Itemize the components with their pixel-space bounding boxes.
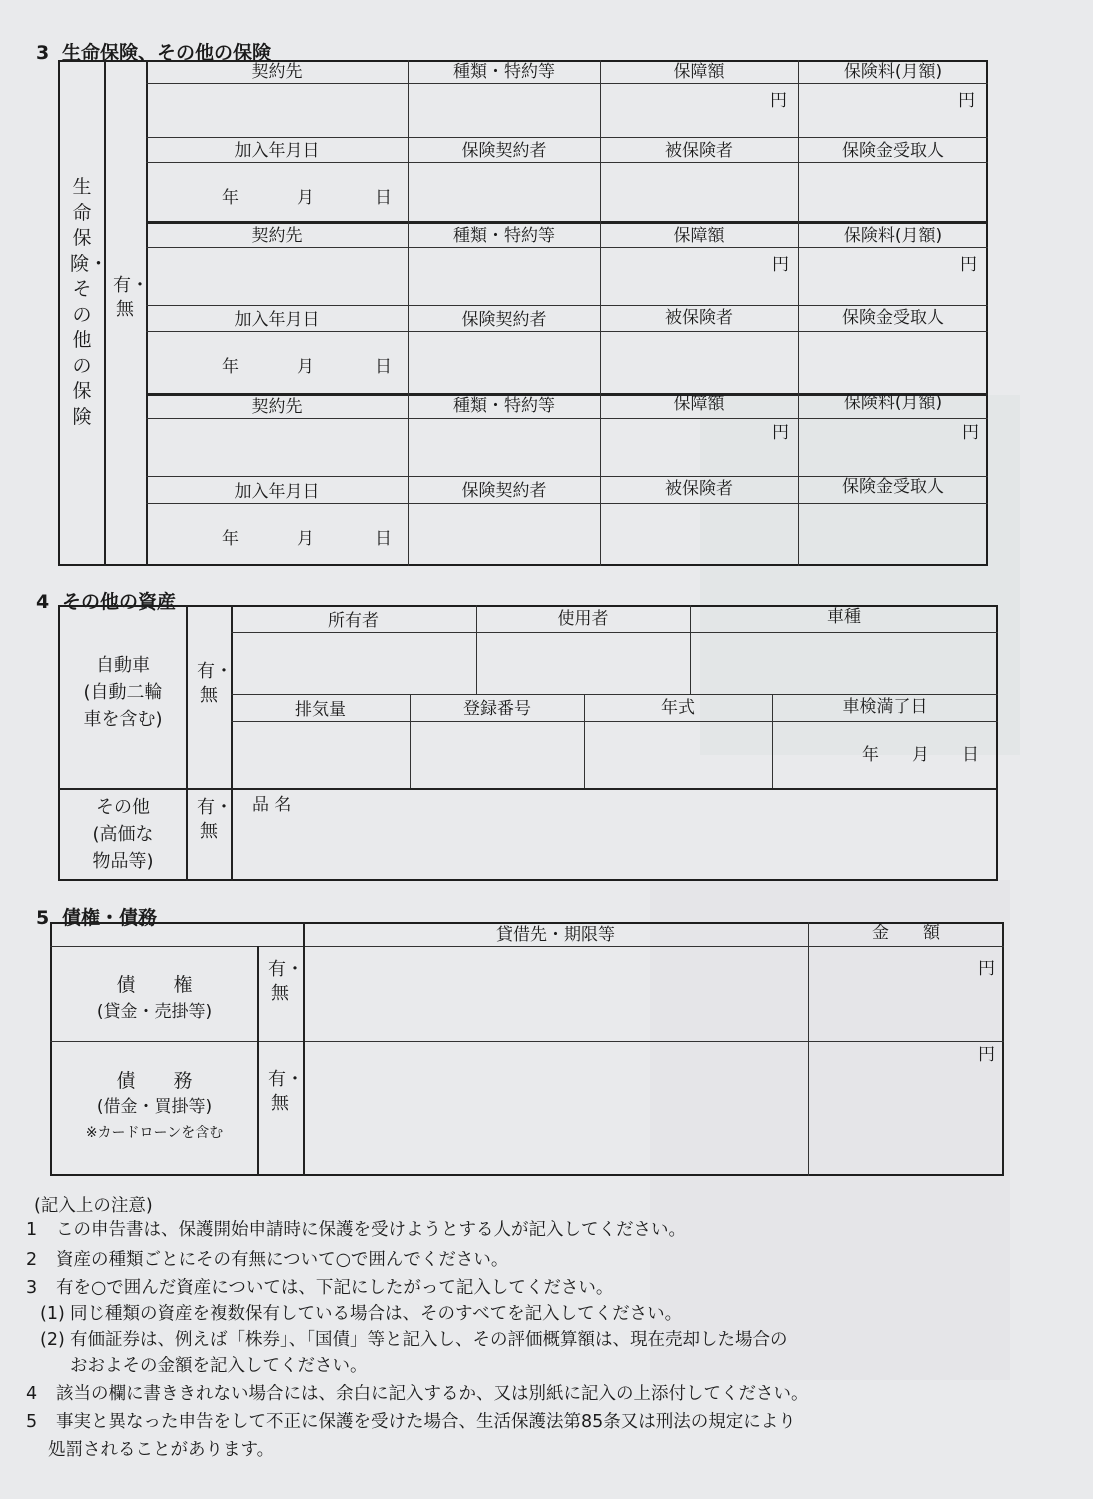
inspection-month: 月 — [912, 745, 929, 765]
user-label: 使用者 — [557, 609, 609, 629]
insured-label: 被保険者 — [665, 479, 733, 499]
date-day: 日 — [375, 357, 392, 377]
inspection-expiry-label: 車検満了日 — [842, 697, 928, 717]
note-item: 1 この申告書は、保護開始申請時に保護を受けようとする人が記入してください。 — [26, 1220, 686, 1240]
contractor-label: 契約先 — [251, 226, 303, 246]
model-year-label: 年式 — [661, 698, 695, 718]
premium-yen: 円 — [962, 423, 979, 443]
inspection-day: 日 — [962, 745, 979, 765]
section4-heading: 4 その他の資産 — [36, 591, 177, 613]
premium-yen: 円 — [958, 91, 975, 111]
note-item: (1) 同じ種類の資産を複数保有している場合は、そのすべてを記入してください。 — [40, 1304, 683, 1324]
note-item: 4 該当の欄に書ききれない場合には、余白に記入するか、又は別紙に記入の上添付してください。 — [26, 1384, 809, 1404]
join-date-label: 加入年月日 — [234, 482, 320, 502]
section3-heading: 3 生命保険、その他の保険 — [36, 42, 272, 64]
coverage-yen: 円 — [772, 255, 789, 275]
date-year: 年 — [222, 529, 239, 549]
coverage-yen: 円 — [770, 91, 787, 111]
amount-label: 金 額 — [872, 923, 940, 943]
other-presence[interactable]: 有・無 — [197, 797, 233, 842]
car-type-label: 車種 — [827, 607, 861, 627]
coverage-label: 保障額 — [673, 62, 725, 82]
coverage-label: 保障額 — [673, 394, 725, 414]
car-presence[interactable]: 有・無 — [197, 661, 233, 706]
beneficiary-label: 保険金受取人 — [842, 477, 944, 497]
premium-label: 保険料(月額) — [843, 226, 943, 246]
receivable-yen: 円 — [978, 959, 995, 979]
coverage-yen: 円 — [772, 423, 789, 443]
owner-label: 所有者 — [328, 611, 379, 631]
date-year: 年 — [222, 357, 239, 377]
note-item: おおよその金額を記入してください。 — [70, 1356, 368, 1376]
inspection-year: 年 — [862, 745, 879, 765]
join-date-label: 加入年月日 — [234, 141, 320, 161]
date-month: 月 — [297, 188, 314, 208]
contractor-label: 契約先 — [251, 62, 303, 82]
debt-label: 債 務 (借金・買掛等) ※カードローンを含む — [85, 1070, 224, 1141]
note-item: (2) 有価証券は、例えば「株券」、「国債」等と記入し、その評価概算額は、現在売却した場合の — [40, 1330, 788, 1350]
note-item: 5 事実と異なった申告をして不正に保護を受けた場合、生活保護法第85条又は刑法の規定により — [26, 1412, 796, 1432]
note-item: 2 資産の種類ごとにその有無について○で囲んでください。 — [26, 1250, 509, 1270]
displacement-label: 排気量 — [295, 700, 346, 720]
insured-label: 被保険者 — [665, 308, 733, 328]
policyholder-label: 保険契約者 — [461, 481, 547, 501]
debt-presence[interactable]: 有・無 — [268, 1069, 304, 1114]
premium-label: 保険料(月額) — [843, 62, 943, 82]
policyholder-label: 保険契約者 — [461, 310, 547, 330]
date-year: 年 — [222, 188, 239, 208]
premium-label: 保険料(月額) — [843, 393, 943, 413]
item-name-label: 品 名 — [252, 795, 292, 815]
section5-heading: 5 債権・債務 — [36, 907, 158, 929]
insurance-side-label: 生命保険・その他の保険 — [70, 176, 109, 428]
type-label: 種類・特約等 — [453, 226, 555, 246]
date-day: 日 — [375, 188, 392, 208]
car-label: 自動車 (自動二輪 車を含む) — [83, 655, 163, 730]
receivable-label: 債 権 (貸金・売掛等) — [96, 974, 213, 1022]
note-item: 処罰されることがあります。 — [48, 1440, 275, 1460]
premium-yen: 円 — [960, 255, 977, 275]
type-label: 種類・特約等 — [453, 396, 555, 416]
debt-yen: 円 — [978, 1045, 995, 1065]
insured-label: 被保険者 — [665, 141, 733, 161]
receivable-presence[interactable]: 有・無 — [268, 959, 304, 1004]
contractor-label: 契約先 — [251, 397, 303, 417]
type-label: 種類・特約等 — [453, 62, 555, 82]
coverage-label: 保障額 — [673, 226, 725, 246]
other-valuables-label: その他 (高価な 物品等) — [92, 797, 154, 872]
registration-label: 登録番号 — [463, 699, 531, 719]
beneficiary-label: 保険金受取人 — [842, 308, 944, 328]
date-month: 月 — [297, 357, 314, 377]
join-date-label: 加入年月日 — [234, 310, 320, 330]
counterparty-label: 貸借先・期限等 — [496, 925, 615, 945]
beneficiary-label: 保険金受取人 — [842, 141, 944, 161]
note-item: 3 有を○で囲んだ資産については、下記にしたがって記入してください。 — [26, 1278, 614, 1298]
notes-title: (記入上の注意) — [34, 1196, 153, 1216]
insurance-presence[interactable]: 有・無 — [113, 275, 149, 320]
date-month: 月 — [297, 529, 314, 549]
date-day: 日 — [375, 529, 392, 549]
policyholder-label: 保険契約者 — [461, 141, 547, 161]
